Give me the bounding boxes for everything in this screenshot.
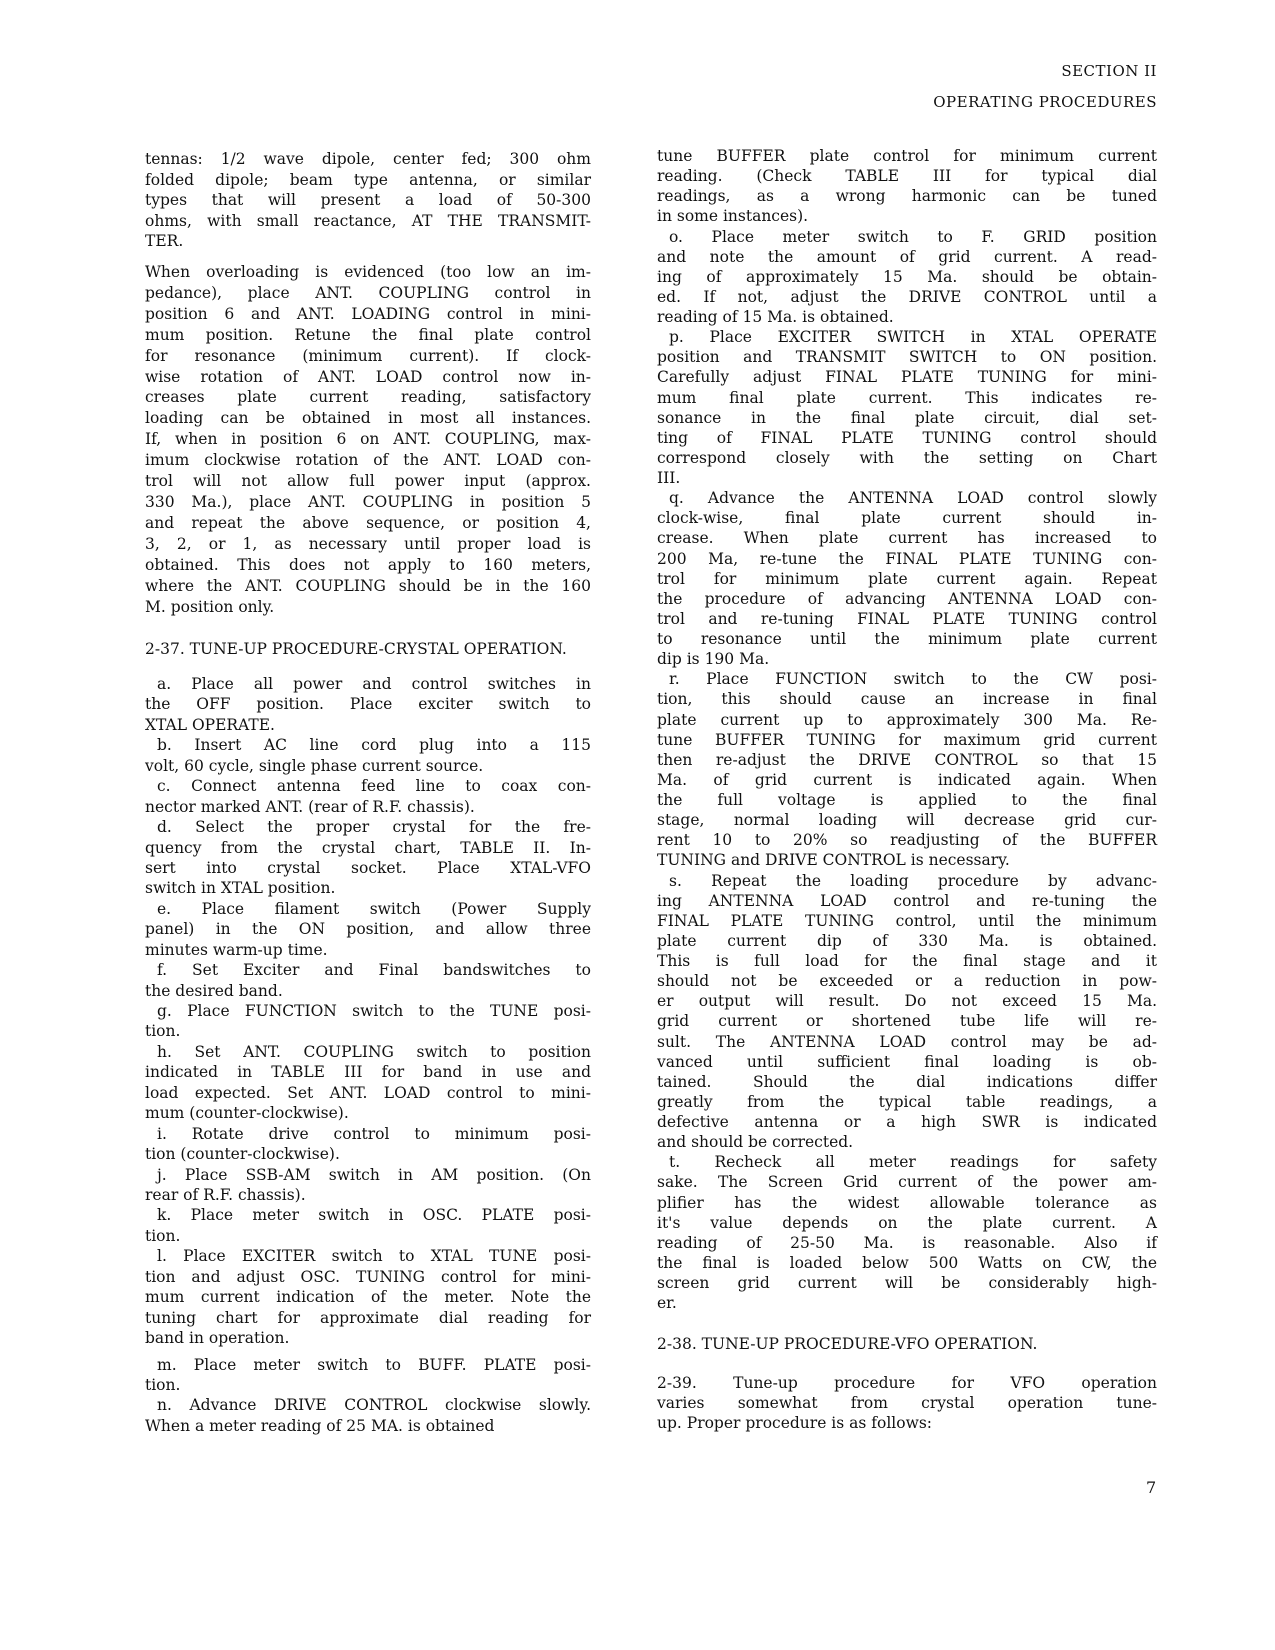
text-line: tuning chart for approximate dial reading for [145,1308,591,1327]
text-line: and repeat the above sequence, or position 4, [145,513,591,532]
paragraph [145,1205,591,1246]
text-line: indicated in TABLE III for band in use and [145,1063,591,1082]
text-line: p. Place EXCITER SWITCH in XTAL OPERATE [669,328,1157,347]
text-line: This is full load for the final stage and it [657,952,1157,970]
text-line: tion, this should cause an increase in final [657,690,1157,709]
paragraph [145,1395,591,1435]
paragraph [145,735,591,776]
text-line: up. Proper procedure is as follows: [657,1414,933,1432]
paragraph [657,1373,1157,1433]
section-heading [145,639,591,660]
text-line: tion. [145,1226,181,1245]
text-line: to resonance until the minimum plate current [657,630,1157,648]
text-line: m. Place meter switch to BUFF. PLATE posi- [157,1356,591,1374]
text-line: crease. When plate current has increased to [657,529,1157,548]
text-line: 200 Ma, re-tune the FINAL PLATE TUNING con- [657,549,1157,568]
text-line: obtained. This does not apply to 160 meters, [145,555,591,574]
paragraph [657,227,1157,328]
paragraph [657,1334,1157,1354]
text-line: position and TRANSMIT SWITCH to ON position. [657,348,1157,367]
text-line: reading. (Check TABLE III for typical dial [657,167,1157,186]
text-line: M. position only. [145,597,275,616]
paragraph [145,1355,591,1395]
page-number: 7 [1146,1478,1157,1497]
text-line: When a meter reading of 25 MA. is obtained [145,1416,495,1435]
text-line: tennas: 1/2 wave dipole, center fed; 300 ohm [145,150,591,168]
text-line: trol and re-tuning FINAL PLATE TUNING control [657,609,1157,628]
paragraph [145,1165,591,1206]
text-line: tion. [145,1022,181,1041]
paragraph [145,776,591,817]
text-block [145,262,591,617]
text-line: Carefully adjust FINAL PLATE TUNING for mini- [657,368,1157,387]
paragraph [145,639,591,660]
text-line: it's value depends on the plate current. A [657,1213,1157,1232]
text-line: 2-37. TUNE-UP PROCEDURE-CRYSTAL OPERATION. [145,640,567,658]
text-line: t. Recheck all meter readings for safety [669,1153,1157,1172]
text-block [657,146,1157,1313]
text-line: j. Place SSB-AM switch in AM position. (On [157,1165,591,1184]
text-line: mum position. Retune the final plate control [145,325,591,344]
section-title: OPERATING PROCEDURES [933,93,1157,111]
text-line: If, when in position 6 on ANT. COUPLING, max- [145,430,591,449]
text-line: readings, as a wrong harmonic can be tuned [657,187,1157,206]
paragraph [657,669,1157,870]
text-line: r. Place FUNCTION switch to the CW posi- [669,670,1157,689]
paragraph [145,149,591,252]
text-line: sert into crystal socket. Place XTAL-VFO [145,858,591,877]
text-line: plate current up to approximately 300 Ma. Re- [657,710,1157,729]
text-line: tion (counter-clockwise). [145,1145,340,1164]
paragraph [657,871,1157,1153]
text-line: the desired band. [145,981,283,1000]
text-line: dip is 190 Ma. [657,650,770,669]
paragraph [145,1001,591,1042]
text-line: l. Place EXCITER switch to XTAL TUNE posi- [157,1247,591,1266]
text-line: tion. [145,1376,181,1395]
text-line: imum clockwise rotation of the ANT. LOAD con- [145,451,591,470]
text-line: reading of 15 Ma. is obtained. [657,308,894,326]
text-line: and should be corrected. [657,1133,854,1152]
text-line: switch in XTAL position. [145,879,336,898]
text-line: for resonance (minimum current). If clock- [145,346,591,365]
text-line: f. Set Exciter and Final bandswitches to [157,961,591,980]
text-line: 330 Ma.), place ANT. COUPLING in position 5 [145,492,591,511]
text-line: Ma. of grid current is indicated again. When [657,770,1157,789]
text-line: wise rotation of ANT. LOAD control now in- [145,367,591,386]
text-line: d. Select the proper crystal for the fre- [157,818,591,837]
text-line: types that will present a load of 50-300 [145,191,591,209]
paragraph [145,1246,591,1348]
text-line: n. Advance DRIVE CONTROL clockwise slowly. [157,1396,591,1415]
text-line: minutes warm-up time. [145,940,328,959]
text-line: b. Insert AC line cord plug into a 115 [157,736,591,755]
text-line: h. Set ANT. COUPLING switch to position [157,1042,591,1061]
text-line: tune BUFFER TUNING for maximum grid current [657,730,1157,749]
paragraph [657,1152,1157,1313]
text-line: mum (counter-clockwise). [145,1104,349,1123]
paragraph [145,899,591,960]
text-line: i. Rotate drive control to minimum posi- [157,1124,591,1143]
text-block [145,1355,591,1436]
paragraph [657,146,1157,227]
text-line: 3, 2, or 1, as necessary until proper load is [145,534,591,553]
text-line: ohms, with small reactance, AT THE TRANSMIT- [145,211,591,230]
text-line: er output will result. Do not exceed 15 Ma. [657,992,1157,1011]
text-line: plifier has the widest allowable tolerance as [657,1193,1157,1212]
text-line: grid current or shortened tube life will re- [657,1012,1157,1031]
text-line: ed. If not, adjust the DRIVE CONTROL until a [657,287,1157,306]
text-line: trol will not allow full power input (approx. [145,472,591,491]
text-line: III. [657,469,681,487]
text-line: quency from the crystal chart, TABLE II. In- [145,838,591,857]
text-line: the final is loaded below 500 Watts on CW, the [657,1253,1157,1272]
text-line: ing ANTENNA LOAD control and re-tuning the [657,891,1157,910]
text-line: rear of R.F. chassis). [145,1185,306,1204]
text-line: mum final plate current. This indicates re- [657,388,1157,407]
text-line: and note the amount of grid current. A read- [657,247,1157,266]
text-line: varies somewhat from crystal operation tune- [657,1394,1157,1412]
text-line: ting of FINAL PLATE TUNING control should [657,428,1157,447]
text-line: g. Place FUNCTION switch to the TUNE posi- [157,1002,591,1020]
text-line: mum current indication of the meter. Note the [145,1288,591,1307]
text-block [657,1373,1157,1433]
text-line: clock-wise, final plate current should in- [657,509,1157,528]
paragraph [145,674,591,735]
text-line: band in operation. [145,1329,290,1347]
text-line: greatly from the typical table readings, a [657,1092,1157,1111]
text-block [145,674,591,1348]
text-line: position 6 and ANT. LOADING control in mini- [145,304,591,323]
paragraph [145,960,591,1001]
paragraph [145,262,591,617]
text-line: stage, normal loading will decrease grid cur- [657,811,1157,830]
text-line: pedance), place ANT. COUPLING control in [145,283,591,302]
text-line: volt, 60 cycle, single phase current source. [145,756,484,775]
text-line: nector marked ANT. (rear of R.F. chassis). [145,797,475,816]
text-line: rent 10 to 20% so readjusting of the BUFFER [657,831,1157,850]
text-line: correspond closely with the setting on Chart [657,448,1157,467]
section-heading [657,1334,1157,1354]
text-line: 2-38. TUNE-UP PROCEDURE-VFO OPERATION. [657,1335,1038,1353]
text-line: where the ANT. COUPLING should be in the 160 [145,576,591,595]
text-line: screen grid current will be considerably high- [657,1274,1157,1292]
text-line: sonance in the final plate circuit, dial set- [657,408,1157,427]
section-label: SECTION II [1061,62,1157,80]
text-line: should not be exceeded or a reduction in pow- [657,972,1157,991]
text-line: er. [657,1294,677,1313]
text-line: c. Connect antenna feed line to coax con- [157,777,591,796]
text-line: in some instances). [657,207,809,226]
text-line: XTAL OPERATE. [145,715,275,734]
text-line: s. Repeat the loading procedure by advanc- [669,871,1157,890]
paragraph [145,1124,591,1165]
text-line: o. Place meter switch to F. GRID position [669,227,1157,246]
text-line: creases plate current reading, satisfactory [145,388,591,407]
text-line: the full voltage is applied to the final [657,791,1157,809]
text-line: folded dipole; beam type antenna, or similar [145,170,591,189]
paragraph [145,817,591,899]
text-line: trol for minimum plate current again. Repeat [657,569,1157,588]
text-line: a. Place all power and control switches in [157,675,591,693]
text-line: panel) in the ON position, and allow three [145,920,591,939]
text-line: TUNING and DRIVE CONTROL is necessary. [657,851,1010,870]
text-line: reading of 25-50 Ma. is reasonable. Also if [657,1233,1157,1252]
text-line: tained. Should the dial indications differ [657,1072,1157,1091]
text-line: the OFF position. Place exciter switch to [145,695,591,714]
text-line: vanced until sufficient final loading is ob- [657,1052,1157,1071]
text-line: e. Place filament switch (Power Supply [157,899,591,918]
text-line: loading can be obtained in most all instances. [145,409,591,428]
text-line: tune BUFFER plate control for minimum current [657,147,1157,165]
paragraph [145,1042,591,1124]
text-line: tion and adjust OSC. TUNING control for mini- [145,1267,591,1286]
text-line: sake. The Screen Grid current of the power am- [657,1173,1157,1192]
text-line: k. Place meter switch in OSC. PLATE posi- [157,1206,591,1225]
text-line: sult. The ANTENNA LOAD control may be ad- [657,1032,1157,1051]
text-line: TER. [145,232,184,250]
paragraph [657,488,1157,669]
text-line: defective antenna or a high SWR is indicated [657,1113,1157,1131]
text-line: plate current dip of 330 Ma. is obtained. [657,931,1157,950]
text-line: then re-adjust the DRIVE CONTROL so that 15 [657,750,1157,769]
text-line: the procedure of advancing ANTENNA LOAD con- [657,589,1157,608]
text-line: q. Advance the ANTENNA LOAD control slowly [669,489,1157,508]
text-line: FINAL PLATE TUNING control, until the minimum [657,911,1157,930]
text-block [145,149,591,252]
paragraph [657,327,1157,488]
text-line: When overloading is evidenced (too low an im- [145,263,591,281]
text-line: ing of approximately 15 Ma. should be obtain- [657,267,1157,286]
text-line: 2-39. Tune-up procedure for VFO operation [657,1374,1157,1392]
text-line: load expected. Set ANT. LOAD control to mini- [145,1083,591,1102]
